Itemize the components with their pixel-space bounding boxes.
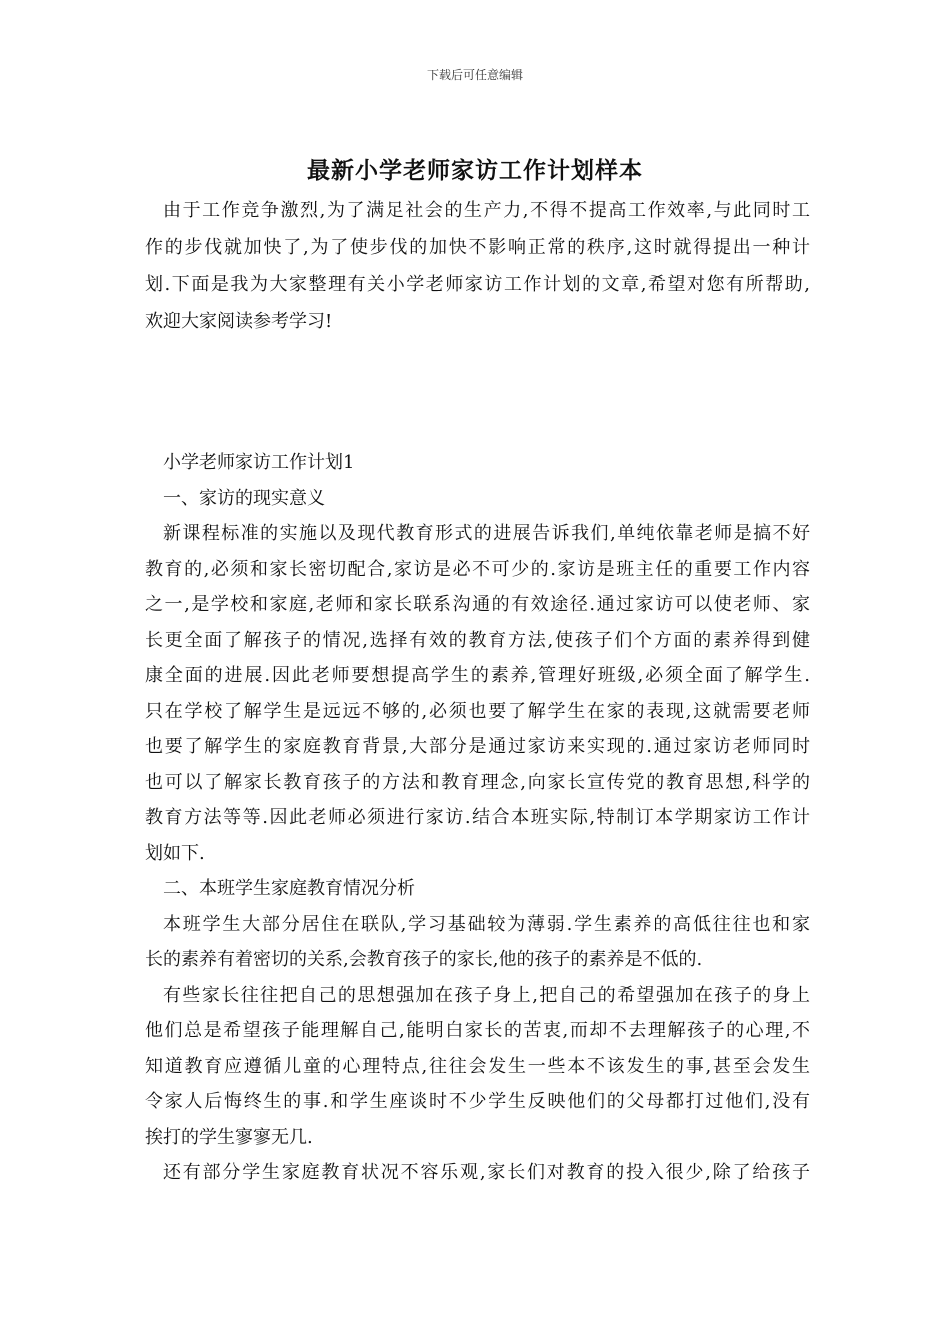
text-line: 有些家长往往把自己的思想强加在孩子身上,把自己的希望强加在孩子的身上 xyxy=(163,984,810,1006)
section-heading: 一、家访的现实意义 xyxy=(163,487,325,509)
section1-paragraph xyxy=(145,516,810,871)
text-line: 他们总是希望孩子能理解自己,能明白家长的苦衷,而却不去理解孩子的心理,不 xyxy=(145,1020,810,1041)
intro-line: 作的步伐就加快了,为了使步伐的加快不影响正常的秩序,这时就得提出一种计 xyxy=(145,237,810,258)
text-line: 本班学生大部分居住在联队,学习基础较为薄弱.学生素养的高低往往也和家 xyxy=(163,913,810,935)
text-line: 挨打的学生寥寥无几. xyxy=(145,1126,313,1148)
text-line: 划如下. xyxy=(145,842,205,864)
text-line: 只在学校了解学生是远远不够的,必须也要了解学生在家的表现,这就需要老师 xyxy=(145,700,810,722)
header-note: 下载后可任意编辑 xyxy=(426,68,523,82)
text-line: 康全面的进展.因此老师要想提高学生的素养,管理好班级,必须全面了解学生. xyxy=(145,665,810,686)
text-line: 之一,是学校和家庭,老师和家长联系沟通的有效途径.通过家访可以使老师、家 xyxy=(145,594,810,615)
document-title: 最新小学老师家访工作计划样本 xyxy=(307,157,643,184)
intro-line: 划.下面是我为大家整理有关小学老师家访工作计划的文章,希望对您有所帮助, xyxy=(145,274,810,295)
intro-line: 由于工作竞争激烈,为了满足社会的生产力,不得不提高工作效率,与此同时工 xyxy=(163,200,810,221)
text-line: 教育方法等等.因此老师必须进行家访.结合本班实际,特制订本学期家访工作计 xyxy=(145,807,810,828)
text-line: 也可以了解家长教育孩子的方法和教育理念,向家长宣传党的教育思想,科学的 xyxy=(145,771,810,793)
text-line: 教育的,必须和家长密切配合,家访是必不可少的.家访是班主任的重要工作内容 xyxy=(145,558,810,580)
text-line: 令家人后悔终生的事.和学生座谈时不少学生反映他们的父母都打过他们,没有 xyxy=(145,1091,810,1112)
section2-paragraph xyxy=(145,978,810,1156)
text-line: 长的素养有着密切的关系,会教育孩子的家长,他的孩子的素养是不低的. xyxy=(145,949,703,970)
plan-section xyxy=(145,445,810,1191)
text-line: 知道教育应遵循儿童的心理特点,往往会发生一些本不该发生的事,甚至会发生 xyxy=(145,1055,810,1077)
text-line: 新课程标准的实施以及现代教育形式的进展告诉我们,单纯依靠老师是搞不好 xyxy=(163,523,810,544)
text-line: 还有部分学生家庭教育状况不容乐观,家长们对教育的投入很少,除了给孩子 xyxy=(163,1162,810,1183)
text-line: 也要了解学生的家庭教育背景,大部分是通过家访来实现的.通过家访老师同时 xyxy=(145,736,810,757)
intro-line: 欢迎大家阅读参考学习! xyxy=(145,311,333,332)
text-line: 长更全面了解孩子的情况,选择有效的教育方法,使孩子们个方面的素养得到健 xyxy=(145,629,810,651)
intro-paragraph xyxy=(145,192,810,340)
section2-paragraph xyxy=(145,1155,810,1191)
plan-heading: 小学老师家访工作计划1 xyxy=(163,452,355,473)
section-heading: 二、本班学生家庭教育情况分析 xyxy=(163,878,415,899)
section2-paragraph xyxy=(145,907,810,978)
